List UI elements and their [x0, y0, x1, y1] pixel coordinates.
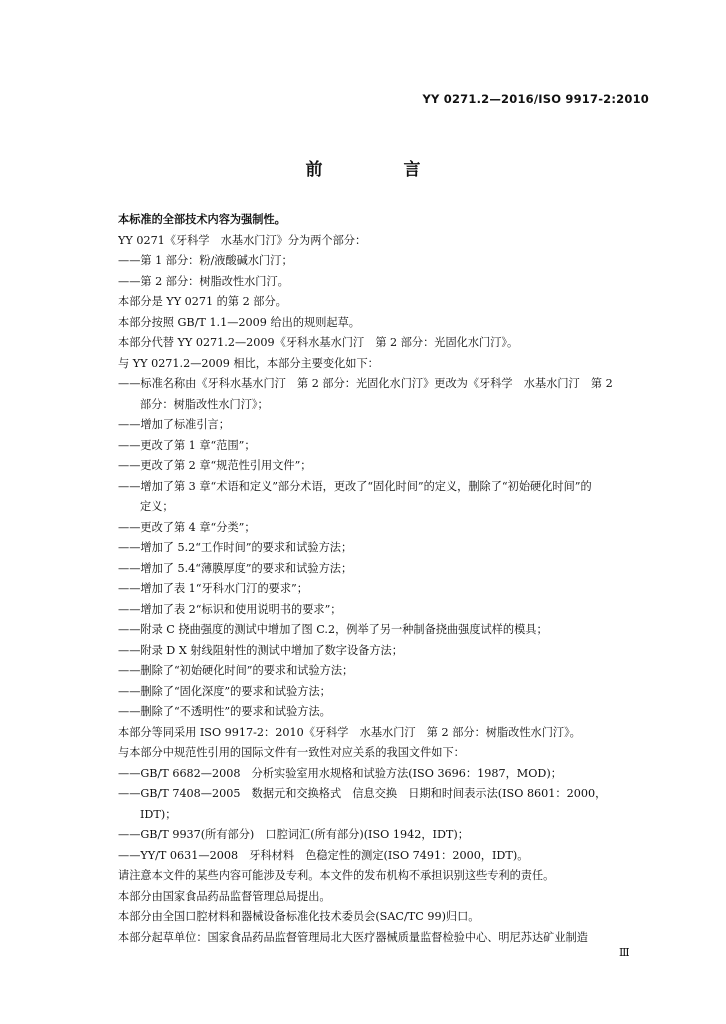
list-item-continuation: 定义；: [140, 500, 174, 513]
list-item: ——标准名称由《牙科水基水门汀 第 2 部分：光固化水门汀》更改为《牙科学 水基水门汀 第 2: [118, 377, 613, 390]
list-item: ——增加了表 1“牙科水门汀的要求”；: [118, 582, 308, 595]
list-item: ——GB/T 9937(所有部分) 口腔词汇(所有部分)(ISO 1942，IDT)；: [118, 828, 469, 841]
paragraph: 本标准的全部技术内容为强制性。: [118, 213, 286, 226]
list-item: ——YY/T 0631—2008 牙科材料 色稳定性的测定(ISO 7491：2000，IDT)。: [118, 848, 529, 862]
paragraph: 本部分等同采用 ISO 9917-2：2010《牙科学 水基水门汀 第 2 部分：树脂改性水门汀》。: [118, 725, 581, 739]
paragraph: 本部分代替 YY 0271.2—2009《牙科水基水门汀 第 2 部分：光固化水门汀》。: [118, 336, 519, 349]
list-item: ——第 2 部分：树脂改性水门汀。: [118, 274, 289, 288]
paragraph: 本部分按照 GB/T 1.1—2009 给出的规则起草。: [118, 315, 360, 329]
list-item: ——增加了 5.2“工作时间”的要求和试验方法；: [118, 541, 353, 554]
list-item: ——更改了第 4 章“分类”；: [118, 520, 256, 534]
list-item: ——更改了第 2 章“规范性引用文件”；: [118, 459, 312, 472]
list-item: ——更改了第 1 章“范围”；: [118, 438, 256, 452]
page-number: Ⅲ: [619, 946, 630, 959]
list-item: ——增加了表 2“标识和使用说明书的要求”；: [118, 602, 342, 616]
list-item: ——删除了“固化深度”的要求和试验方法；: [118, 684, 331, 698]
paragraph: 请注意本文件的某些内容可能涉及专利。本文件的发布机构不承担识别这些专利的责任。: [118, 869, 555, 882]
list-item-continuation: IDT)；: [140, 807, 177, 821]
list-item: ——GB/T 7408—2005 数据元和交换格式 信息交换 日期和时间表示法(ISO 8601：2000，: [118, 787, 607, 800]
list-item: ——GB/T 6682—2008 分析实验室用水规格和试验方法(ISO 3696：1987，MOD)；: [118, 766, 562, 780]
section-title: 前 言: [305, 160, 453, 180]
paragraph: YY 0271《牙科学 水基水门汀》分为两个部分：: [118, 233, 367, 247]
paragraph: 与 YY 0271.2—2009 相比，本部分主要变化如下：: [118, 356, 379, 370]
paragraph: 本部分起草单位：国家食品药品监督管理局北大医疗器械质量监督检验中心、明尼苏达矿业制造: [118, 930, 588, 944]
list-item: ——附录 C 挠曲强度的测试中增加了图 C.2，例举了另一种制备挠曲强度试样的模具；: [118, 623, 548, 636]
paragraph: 本部分由全国口腔材料和器械设备标准化技术委员会(SAC/TC 99)归口。: [118, 910, 480, 923]
paragraph: 本部分由国家食品药品监督管理总局提出。: [118, 889, 331, 903]
list-item-continuation: 部分：树脂改性水门汀》；: [140, 397, 269, 411]
list-item: ——增加了标准引言；: [118, 418, 230, 431]
document-code: YY 0271.2—2016/ISO 9917-2:2010: [422, 92, 649, 106]
list-item: ——增加了第 3 章“术语和定义”部分术语，更改了“固化时间”的定义，删除了“初始硬化时间”的: [118, 479, 592, 493]
paragraph: 本部分是 YY 0271 的第 2 部分。: [118, 295, 287, 308]
list-item: ——第 1 部分：粉/液酸碱水门汀；: [118, 254, 293, 267]
list-item: ——增加了 5.4“薄膜厚度”的要求和试验方法；: [118, 561, 353, 575]
list-item: ——删除了“初始硬化时间”的要求和试验方法；: [118, 664, 354, 677]
list-item: ——附录 D X 射线阻射性的测试中增加了数字设备方法；: [118, 643, 403, 657]
list-item: ——删除了“不透明性”的要求和试验方法。: [118, 705, 331, 718]
foreword-body: [118, 210, 653, 948]
paragraph: 与本部分中规范性引用的国际文件有一致性对应关系的我国文件如下：: [118, 746, 465, 759]
